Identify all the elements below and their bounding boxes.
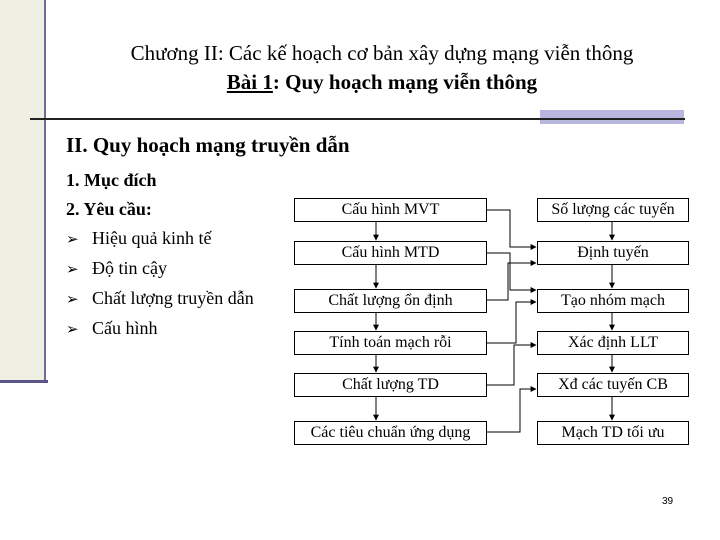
box-route-count: Số lượng các tuyến <box>537 198 689 222</box>
box-circuit-grouping: Tạo nhóm mạch <box>537 289 689 313</box>
box-mtd-config: Cấu hình MTD <box>294 241 487 265</box>
box-spare-circuits: Tính toán mạch rỗi <box>294 331 487 355</box>
connector-mtd-to-grouping <box>487 253 536 290</box>
bullet-arrow-icon: ➢ <box>66 290 79 308</box>
section-title: II. Quy hoạch mạng truyền dẫn <box>66 133 350 157</box>
connector-standards-to-base <box>487 389 536 432</box>
page-number: 39 <box>662 496 674 507</box>
item-purpose: 1. Mục đích <box>66 170 157 190</box>
bullet-item: ➢ Hiệu quả kinh tế <box>66 224 254 254</box>
bullet-arrow-icon: ➢ <box>66 230 79 248</box>
item-requirements: 2. Yêu cầu: <box>66 199 152 219</box>
box-mvt-config: Cấu hình MVT <box>294 198 487 222</box>
lesson-name: : Quy hoạch mạng viễn thông <box>272 70 538 94</box>
box-applied-standards: Các tiêu chuẩn ứng dụng <box>294 421 487 445</box>
lesson-number: Bài 1 <box>226 70 273 94</box>
box-transmission-quality: Chất lượng TD <box>294 373 487 397</box>
box-stable-quality: Chất lượng ổn định <box>294 289 487 313</box>
bullet-arrow-icon: ➢ <box>66 260 79 278</box>
box-base-routes: Xđ các tuyến CB <box>537 373 689 397</box>
bullet-item: ➢ Độ tin cậy <box>66 254 254 284</box>
bullet-item: ➢ Chất lượng truyền dẫn <box>66 284 254 314</box>
box-routing: Định tuyến <box>537 241 689 265</box>
connector-spare-to-grouping <box>487 302 536 343</box>
chapter-title: Chương II: Các kế hoạch cơ bản xây dựng mạng viễn thông <box>130 41 634 65</box>
box-determine-llt: Xác định LLT <box>537 331 689 355</box>
connector-stability-to-routing <box>487 263 536 300</box>
bullet-arrow-icon: ➢ <box>66 320 79 338</box>
connector-mvt-to-routing <box>487 210 536 247</box>
box-optimal-circuits: Mạch TD tối ưu <box>537 421 689 445</box>
bullet-item: ➢ Cấu hình <box>66 314 254 344</box>
connector-quality-to-llt <box>487 345 536 385</box>
